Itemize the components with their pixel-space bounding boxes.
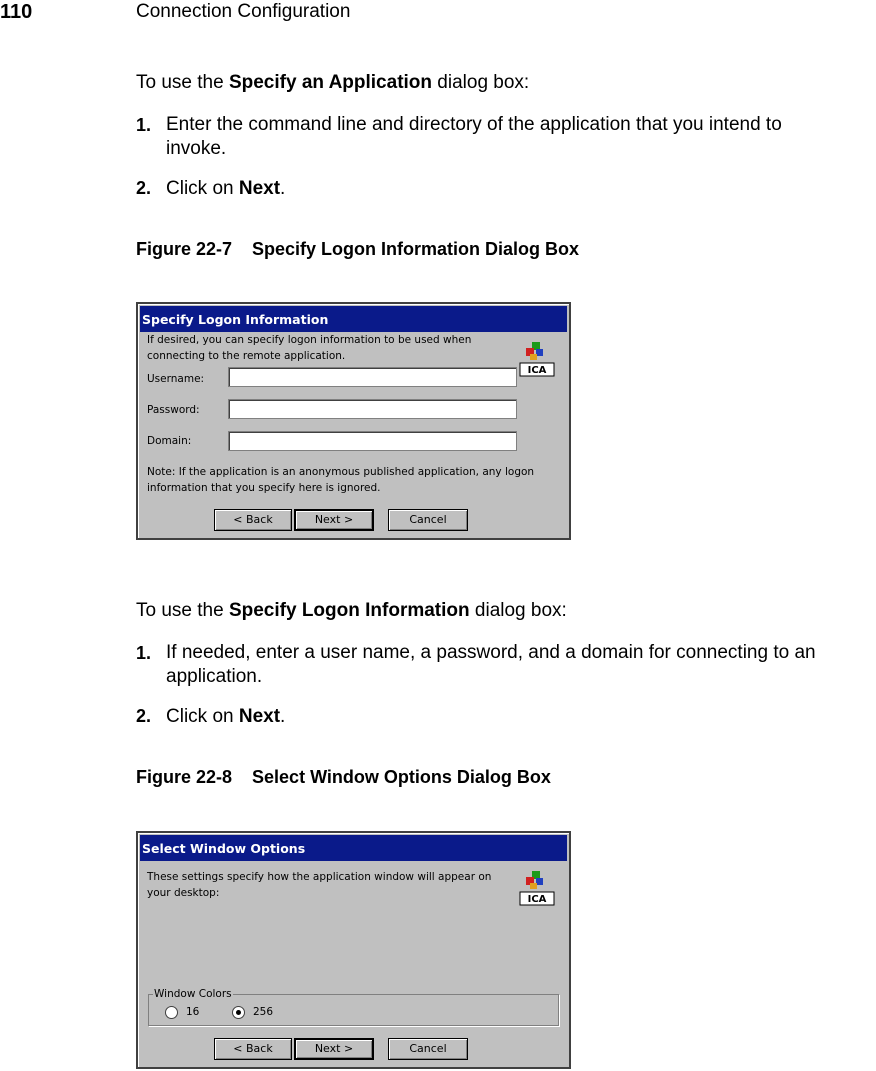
next-button[interactable]: Next >: [294, 1038, 374, 1060]
running-title: Connection Configuration: [136, 1, 351, 22]
dialog-title: Select Window Options: [140, 835, 567, 861]
svg-text:ICA: ICA: [527, 365, 547, 376]
domain-label: Domain:: [147, 435, 192, 447]
section2-intro: To use the Specify Logon Information dialog box:: [136, 600, 567, 621]
dialog-description: These settings specify how the application window will appear on your desktop:: [147, 871, 492, 899]
username-input[interactable]: [228, 367, 517, 387]
window-colors-label: Window Colors: [154, 988, 232, 1000]
page-number: 110: [0, 1, 33, 23]
colors-256-radio[interactable]: [232, 1006, 245, 1019]
section1-step1-number: 1.: [136, 115, 152, 135]
section2-step1-text: If needed, enter a user name, a password, and a domain for connecting to an application.: [166, 642, 816, 687]
colors-16-radio[interactable]: [165, 1006, 178, 1019]
section1-intro: To use the Specify an Application dialog box:: [136, 72, 530, 93]
username-label: Username:: [147, 373, 205, 385]
password-input[interactable]: [228, 399, 517, 419]
colors-16-label: 16: [186, 1006, 200, 1018]
domain-input[interactable]: [228, 431, 517, 451]
dialog-title: Specify Logon Information: [140, 306, 567, 332]
password-label: Password:: [147, 404, 200, 416]
svg-text:ICA: ICA: [527, 894, 547, 905]
ica-logo-icon: [518, 340, 556, 380]
section2-step2-text: Click on Next.: [166, 706, 286, 727]
figure1-caption: Figure 22-7 Specify Logon Information Dialog Box: [136, 239, 580, 259]
section1-step1-text: Enter the command line and directory of the application that you intend to invoke.: [166, 114, 782, 159]
cancel-button[interactable]: Cancel: [388, 1038, 468, 1060]
section1-step2-text: Click on Next.: [166, 178, 286, 199]
ica-logo-icon: [518, 869, 556, 909]
section1-step2-number: 2.: [136, 178, 152, 198]
back-button[interactable]: < Back: [214, 509, 292, 531]
window-colors-group: [148, 988, 559, 1026]
back-button[interactable]: < Back: [214, 1038, 292, 1060]
dialog-note: Note: If the application is an anonymous published application, any logon information that you specify here is ignored.: [147, 466, 535, 494]
figure2-caption: Figure 22-8 Select Window Options Dialog Box: [136, 767, 551, 787]
next-button[interactable]: Next >: [294, 509, 374, 531]
select-window-options-dialog: [136, 831, 571, 1069]
specify-logon-dialog: [136, 302, 571, 540]
dialog-description: If desired, you can specify logon information to be used when connecting to the remote application.: [147, 334, 472, 362]
cancel-button[interactable]: Cancel: [388, 509, 468, 531]
section2-step1-number: 1.: [136, 643, 152, 663]
colors-256-label: 256: [253, 1006, 274, 1018]
section2-step2-number: 2.: [136, 706, 152, 726]
